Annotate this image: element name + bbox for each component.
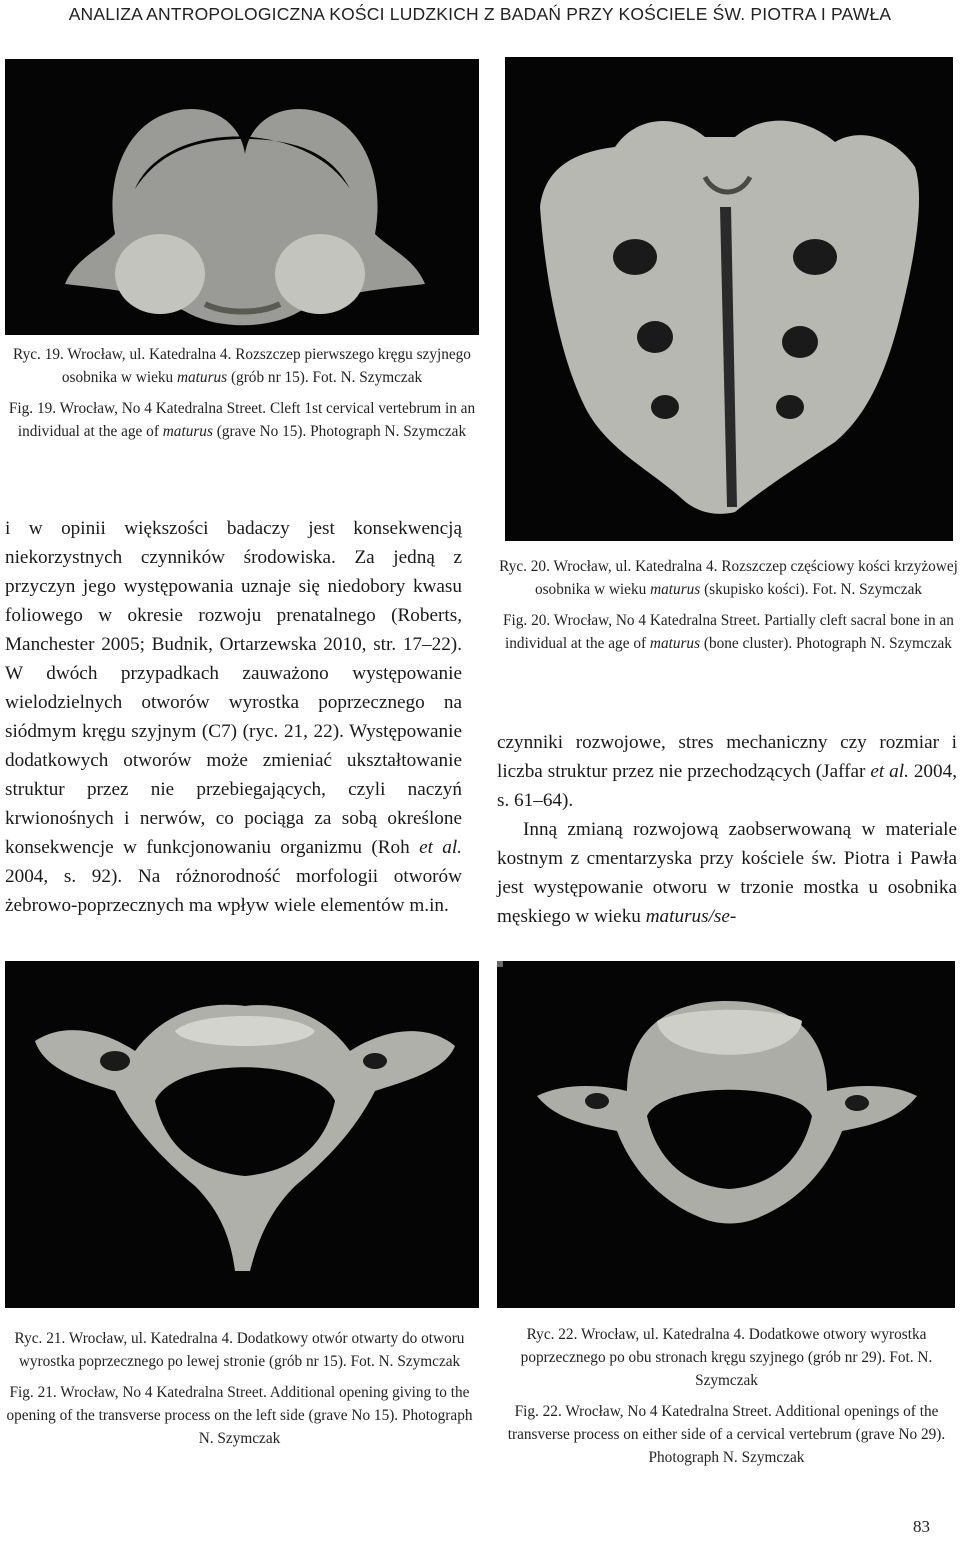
figure-22-photo [497,961,955,1308]
figure-21-caption [0,1327,479,1450]
right-column-paragraph-1: czynniki rozwojowe, stres mechaniczny czy rozmiar i liczba struktur przez nie przechodzących (Jaffar et al. 2004, s. 61–64). [497,732,957,811]
page-number: 83 [913,1517,930,1536]
figure-19-photo [5,59,479,335]
figure-19-caption [5,343,479,443]
figure-21-caption-en: Fig. 21. Wrocław, No 4 Katedralna Street. Additional opening giving to the opening of the transverse process on the left side (grave No 15). Photograph N. Szymczak [6,1384,473,1447]
running-header: ANALIZA ANTROPOLOGICZNA KOŚCI LUDZKICH Z BADAŃ PRZY KOŚCIELE ŚW. PIOTRA I PAWŁA [68,4,892,24]
left-column-text [5,514,462,920]
figure-22-caption-en: Fig. 22. Wrocław, No 4 Katedralna Street. Additional openings of the transverse process on either side of a cervical vertebrum (grave No 29). Photograph N. Szymczak [507,1403,946,1466]
figure-19-caption-en: Fig. 19. Wrocław, No 4 Katedralna Street. Cleft 1st cervical vertebrum in an individual at the age of maturus (grave No 15). Photograph N. Szymczak [8,400,476,440]
figure-21-caption-pl: Ryc. 21. Wrocław, ul. Katedralna 4. Dodatkowy otwór otwarty do otworu wyrostka poprzecznego po lewej stronie (grób nr 15). Fot. N. Szymczak [14,1330,465,1370]
figure-20-photo [505,57,953,541]
figure-19-caption-pl: Ryc. 19. Wrocław, ul. Katedralna 4. Rozszczep pierwszego kręgu szyjnego osobnika w wieku maturus (grób nr 15). Fot. N. Szymczak [13,346,471,386]
right-column-paragraph-2: Inną zmianą rozwojową zaobserwowaną w materiale kostnym z cmentarzyska przy kościele św. Piotra i Pawła jest występowanie otworu w trzonie mostka u osobnika męskiego w wieku maturus/se- [497,819,957,927]
figure-20-caption-pl: Ryc. 20. Wrocław, ul. Katedralna 4. Rozszczep częściowy kości krzyżowej osobnika w wieku maturus (skupisko kości). Fot. N. Szymczak [499,558,958,598]
figure-22-caption [493,1323,960,1469]
figure-22-caption-pl: Ryc. 22. Wrocław, ul. Katedralna 4. Dodatkowe otwory wyrostka poprzecznego po obu stronach kręgu szyjnego (grób nr 29). Fot. N. Szymczak [520,1326,933,1389]
right-column-text [497,728,957,931]
figure-20-caption-en: Fig. 20. Wrocław, No 4 Katedralna Street. Partially cleft sacral bone in an individual at the age of maturus (bone cluster). Photograph N. Szymczak [503,612,954,652]
left-column-paragraph: i w opinii większości badaczy jest konsekwencją niekorzystnych czynników środowiska. Za jedną z przyczyn jego występowania uznaje się niedobory kwasu foliowego w okresie rozwoju prenatalnego (Roberts, Manchester 2005; Budnik, Ortarzewska 2010, str. 17–22). W dwóch przypadkach zauważono występowanie wielodzielnych otworów wyrostka poprzecznego na siódmym kręgu szyjnym (C7) (ryc. 21, 22). Występowanie dodatkowych otworów może zmieniać ukształtowanie struktur przez nie przebiegających, czyli naczyń krwionośnych i nerwów, co pociąga za sobą określone konsekwencje w funkcjonowaniu organizmu (Roh et al. 2004, s. 92). Na różnorodność morfologii otworów żebrowo-poprzecznych ma wpływ wiele elementów m.in. [5,518,462,916]
figure-21-photo [5,961,479,1308]
figure-20-caption [497,555,960,655]
